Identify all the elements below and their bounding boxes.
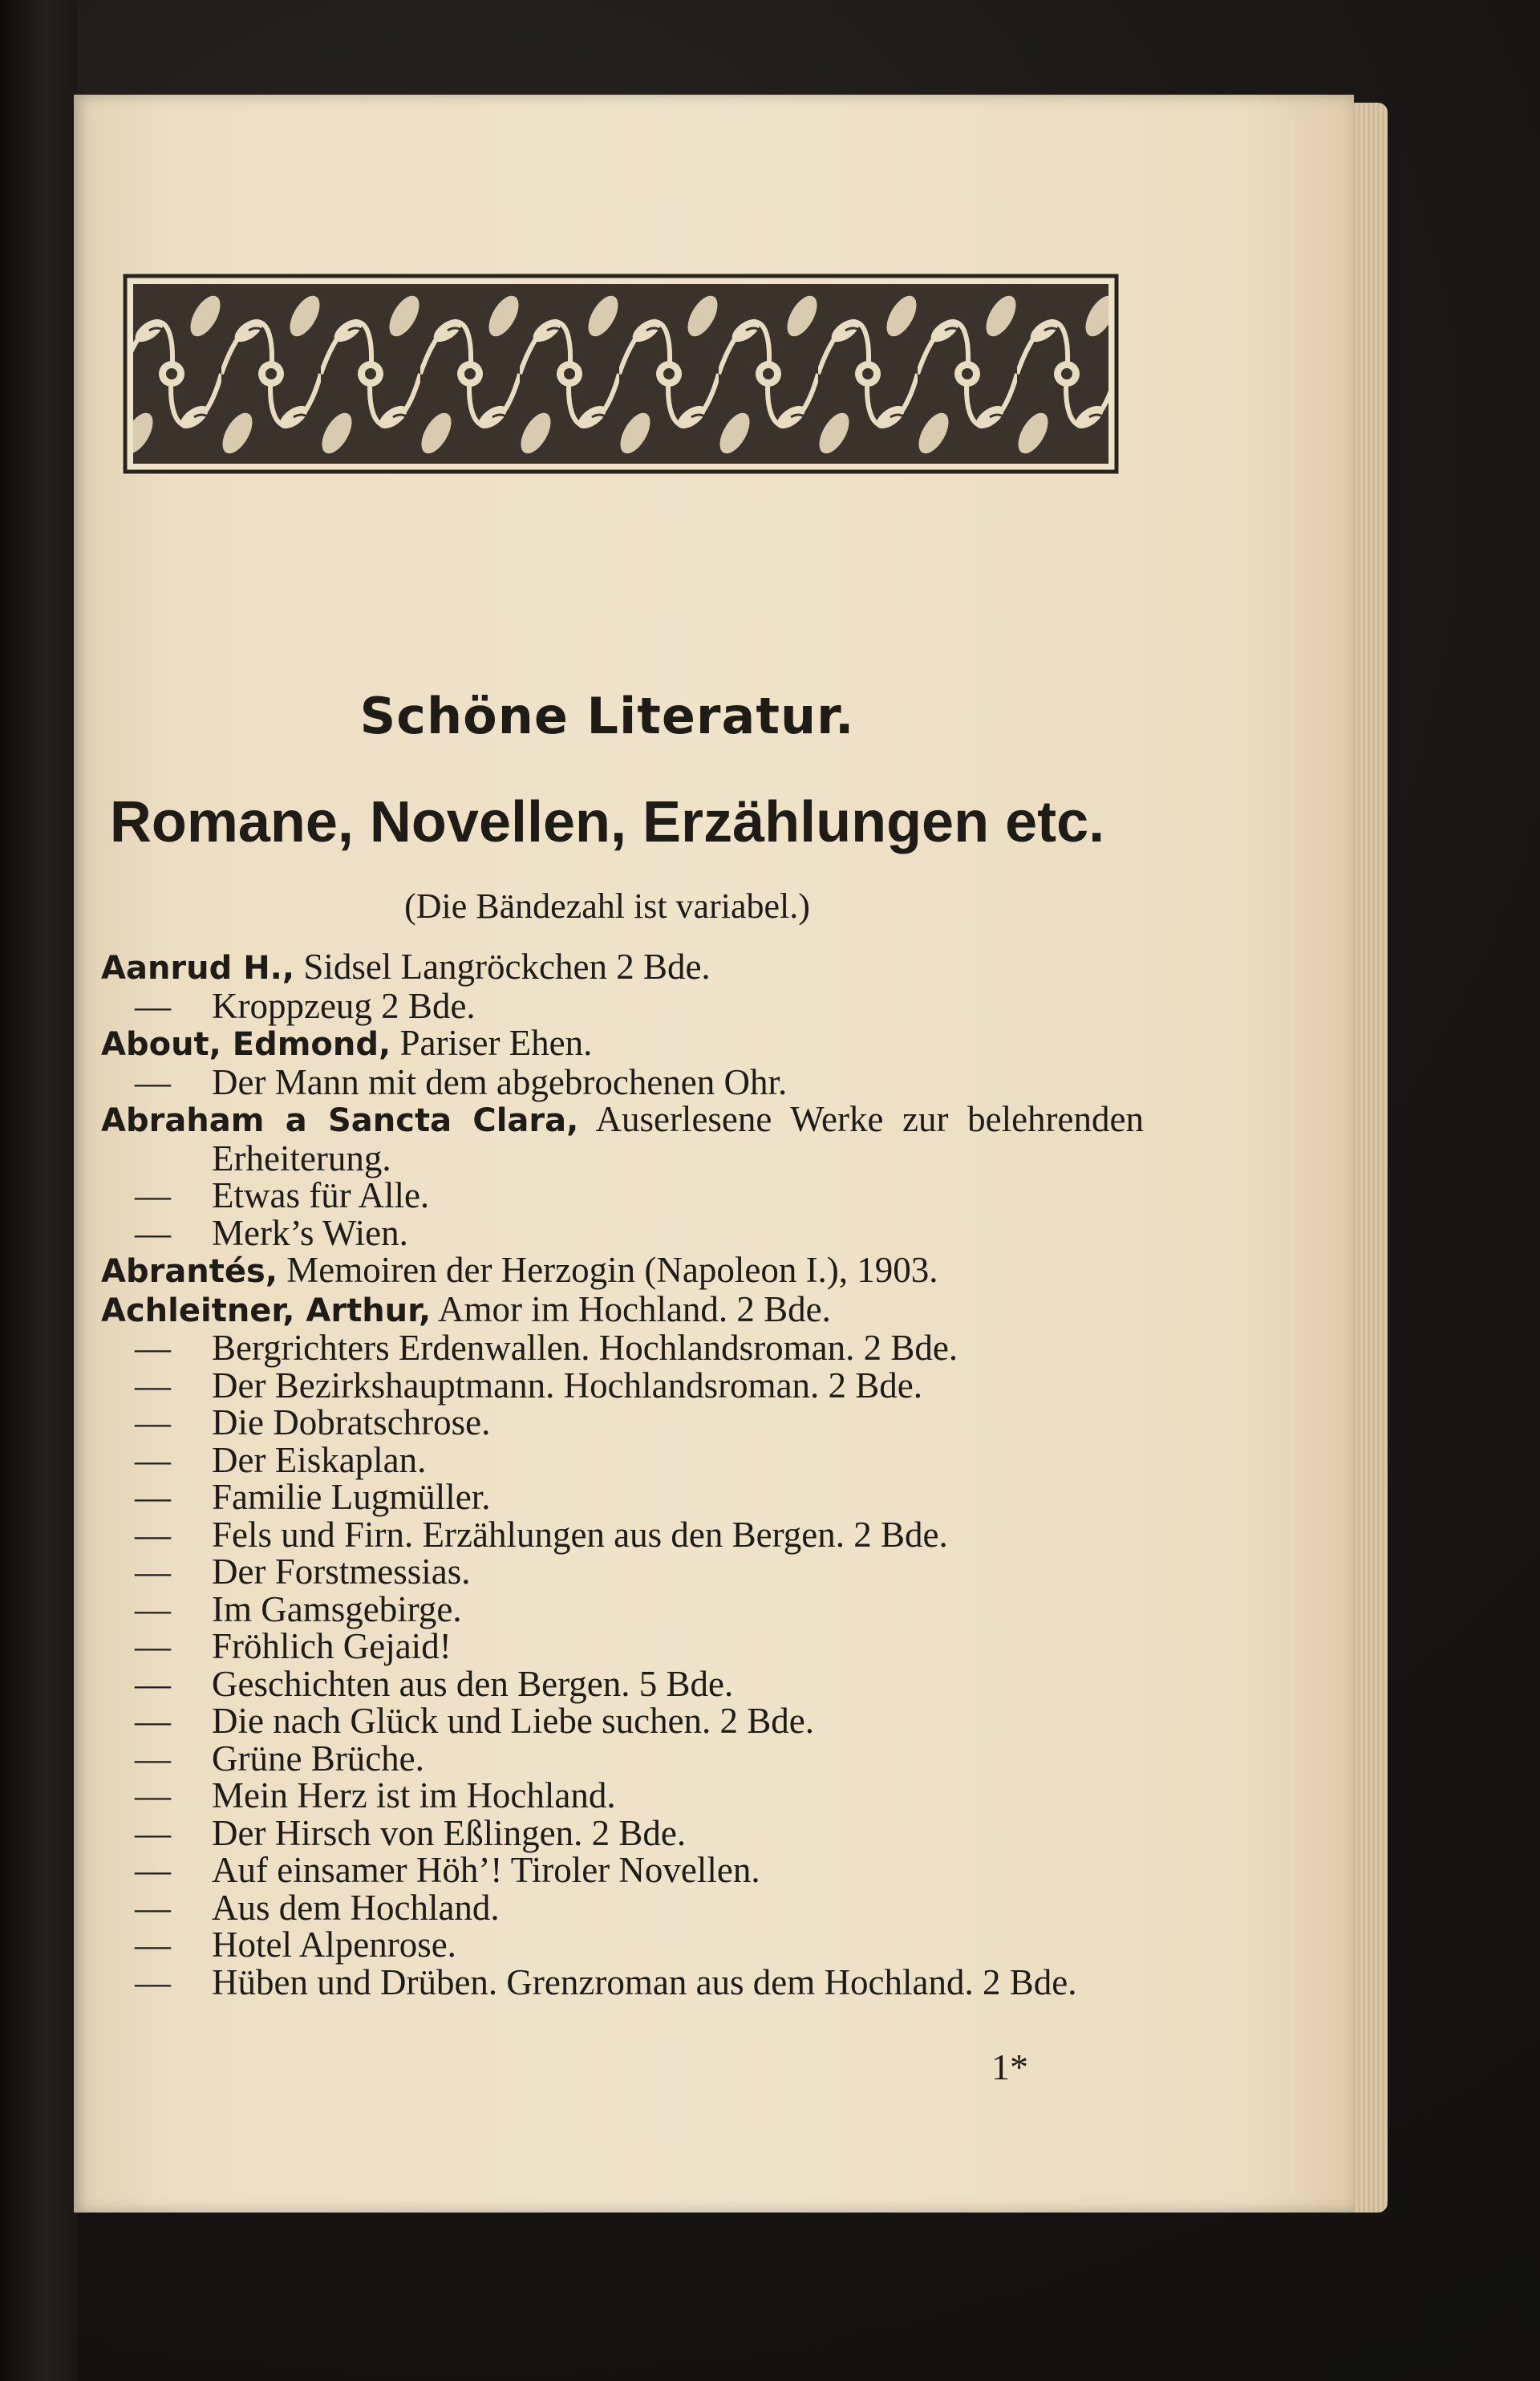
entry-title: Kroppzeug 2 Bde. [212, 985, 476, 1026]
entry-title: Der Forstmessias. [212, 1552, 471, 1592]
list-item [101, 1702, 1144, 1740]
list-item [101, 1553, 1144, 1591]
list-item [101, 1961, 1144, 2002]
list-item [101, 1478, 1144, 1516]
entry-author: About, Edmond, [101, 1026, 391, 1063]
list-item [101, 948, 1144, 988]
entry-dash: — [135, 1663, 171, 1704]
list-item [101, 1439, 1144, 1480]
entry-title: Mein Herz ist im Hochland. [212, 1775, 616, 1815]
entry-title: Bergrichters Erdenwallen. Hochlandsroman. 2 Bde. [212, 1328, 958, 1368]
entry-dash: — [135, 1701, 171, 1741]
entry-title: Fels und Firn. Erzählungen aus den Bergen. 2 Bde. [212, 1514, 948, 1555]
entry-author: Abraham a Sancta Clara, [101, 1102, 579, 1139]
section-title: Schöne Literatur. [359, 687, 855, 745]
list-item [101, 1516, 1144, 1554]
list-item [101, 1889, 1144, 1927]
list-item [101, 1404, 1144, 1442]
entry-title: Hotel Alpenrose. [212, 1925, 456, 1965]
list-item [101, 1177, 1144, 1215]
list-item [101, 1367, 1144, 1405]
entry-title: Der Bezirkshauptmann. Hochlandsroman. 2 Bde. [212, 1365, 923, 1405]
entry-title: Der Mann mit dem abgebrochenen Ohr. [212, 1061, 788, 1102]
entry-title: Die nach Glück und Liebe suchen. 2 Bde. [212, 1701, 815, 1741]
list-item [101, 1588, 1144, 1629]
entry-dash: — [135, 1738, 171, 1779]
entry-title: Grüne Brüche. [212, 1738, 424, 1779]
entry-title: Familie Lugmüller. [212, 1477, 491, 1517]
list-item [101, 1251, 1144, 1291]
list-item [101, 1101, 1144, 1177]
list-item [101, 1288, 1144, 1330]
list-item [101, 1212, 1144, 1253]
list-item [101, 1740, 1144, 1778]
entry-title: Geschichten aus den Bergen. 5 Bde. [212, 1663, 734, 1704]
entry-title: Etwas für Alle. [212, 1175, 430, 1215]
list-item [101, 1665, 1144, 1703]
entry-title: Der Hirsch von Eßlingen. 2 Bde. [212, 1812, 687, 1853]
entry-title: Pariser Ehen. [399, 1023, 593, 1063]
entry-dash: — [135, 1925, 171, 1965]
entry-dash: — [135, 1402, 171, 1442]
list-item [101, 1061, 1144, 1102]
entry-dash: — [135, 1552, 171, 1592]
entry-title: Sidsel Langröckchen 2 Bde. [303, 947, 711, 987]
list-item [101, 1024, 1144, 1064]
entry-dash: — [135, 985, 171, 1026]
list-item [101, 1812, 1144, 1853]
list-item [101, 1628, 1144, 1665]
entry-dash: — [135, 1812, 171, 1853]
entry-author: Aanrud H., [101, 950, 295, 987]
list-item [101, 1777, 1144, 1815]
list-item [101, 985, 1144, 1026]
entry-dash: — [135, 1775, 171, 1815]
entry-dash: — [135, 1626, 171, 1666]
entry-author: Abrantés, [101, 1253, 278, 1290]
entry-dash: — [135, 1850, 171, 1890]
entry-title: Fröhlich Gejaid! [212, 1626, 452, 1666]
entry-dash: — [135, 1887, 171, 1928]
entry-dash: — [135, 1175, 171, 1215]
entry-dash: — [135, 1961, 171, 2002]
list-item [101, 1926, 1144, 1964]
ornamental-header-band [122, 273, 1120, 475]
list-item [101, 1329, 1144, 1367]
entry-author: Achleitner, Arthur, [101, 1292, 432, 1329]
entry-title: Memoiren der Herzogin (Napoleon I.), 1903. [286, 1250, 938, 1290]
entry-dash: — [135, 1365, 171, 1405]
section-subtitle: Romane, Novellen, Erzählungen etc. [109, 790, 1105, 854]
entry-title: Die Dobratschrose. [212, 1402, 491, 1442]
book-spine [0, 0, 77, 2381]
section-note: (Die Bändezahl ist variabel.) [404, 886, 810, 926]
entry-title: Auserlesene Werke zur belehrenden Erheiterung. [212, 1099, 1144, 1178]
catalog-entries [101, 948, 1144, 2001]
entry-title: Merk’s Wien. [212, 1212, 408, 1253]
entry-dash: — [135, 1328, 171, 1368]
entry-dash: — [135, 1061, 171, 1102]
entry-dash: — [135, 1588, 171, 1629]
entry-dash: — [135, 1212, 171, 1253]
entry-title: Aus dem Hochland. [212, 1887, 500, 1928]
entry-dash: — [135, 1439, 171, 1480]
entry-title: Hüben und Drüben. Grenzroman aus dem Hochland. 2 Bde. [212, 1961, 1077, 2002]
page-number: 1* [991, 2046, 1028, 2087]
entry-dash: — [135, 1477, 171, 1517]
list-item [101, 1852, 1144, 1889]
entry-title: Auf einsamer Höh’! Tiroler Novellen. [212, 1850, 760, 1890]
entry-title: Der Eiskaplan. [212, 1439, 427, 1480]
entry-title: Im Gamsgebirge. [212, 1588, 462, 1629]
entry-dash: — [135, 1514, 171, 1555]
entry-title: Amor im Hochland. 2 Bde. [437, 1288, 831, 1329]
